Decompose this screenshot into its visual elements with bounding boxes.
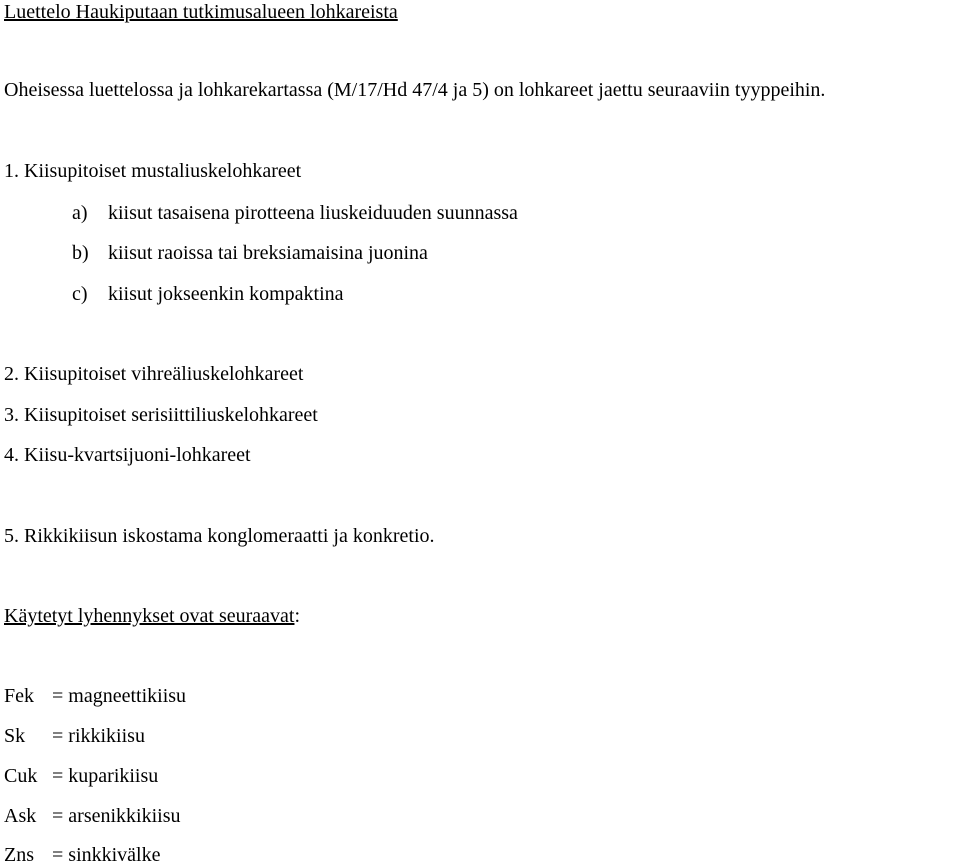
type-1a-item <box>72 201 518 225</box>
item-text: kiisut jokseenkin kompaktina <box>108 283 344 305</box>
abbreviation-definition: = rikkikiisu <box>52 725 145 747</box>
item-text: kiisut tasaisena pirotteena liuskeiduuden suunnassa <box>108 202 518 224</box>
type-2-heading: 2. Kiisupitoiset vihreäliuskelohkareet <box>4 363 304 385</box>
item-label: b) <box>72 242 89 264</box>
abbreviation-row <box>4 804 181 828</box>
abbreviation-row <box>4 684 186 708</box>
item-label: a) <box>72 202 88 224</box>
type-1-heading: 1. Kiisupitoiset mustaliuskelohkareet <box>4 160 302 182</box>
type-4-heading: 4. Kiisu-kvartsijuoni-lohkareet <box>4 444 251 466</box>
abbreviation-key: Cuk <box>4 765 38 787</box>
abbreviation-key: Ask <box>4 805 37 827</box>
type-5-heading: 5. Rikkikiisun iskostama konglomeraatti ja konkretio. <box>4 525 435 547</box>
abbreviation-row <box>4 843 161 867</box>
document-title: Luettelo Haukiputaan tutkimusalueen lohkareista <box>4 1 398 23</box>
item-text: kiisut raoissa tai breksiamaisina juonina <box>108 242 428 264</box>
abbreviation-key: Zns <box>4 844 34 866</box>
type-3-heading: 3. Kiisupitoiset serisiittiliuskelohkareet <box>4 404 318 426</box>
abbreviations-heading-text: Käytetyt lyhennykset ovat seuraavat <box>4 605 295 627</box>
intro-paragraph: Oheisessa luettelossa ja lohkarekartassa (M/17/Hd 47/4 ja 5) on lohkareet jaettu seuraaviin tyyppeihin. <box>4 79 826 101</box>
abbreviation-definition: = arsenikkikiisu <box>52 805 181 827</box>
abbreviation-definition: = sinkkivälke <box>52 844 161 866</box>
item-label: c) <box>72 283 88 305</box>
abbreviations-heading <box>4 604 300 628</box>
abbreviation-row <box>4 764 158 788</box>
type-1c-item <box>72 282 344 306</box>
abbreviation-definition: = magneettikiisu <box>52 685 187 707</box>
abbreviation-key: Sk <box>4 725 26 747</box>
abbreviations-heading-colon: : <box>294 605 301 627</box>
type-1b-item <box>72 241 428 265</box>
abbreviation-row <box>4 724 145 748</box>
abbreviation-key: Fek <box>4 685 34 707</box>
abbreviation-definition: = kuparikiisu <box>52 765 159 787</box>
